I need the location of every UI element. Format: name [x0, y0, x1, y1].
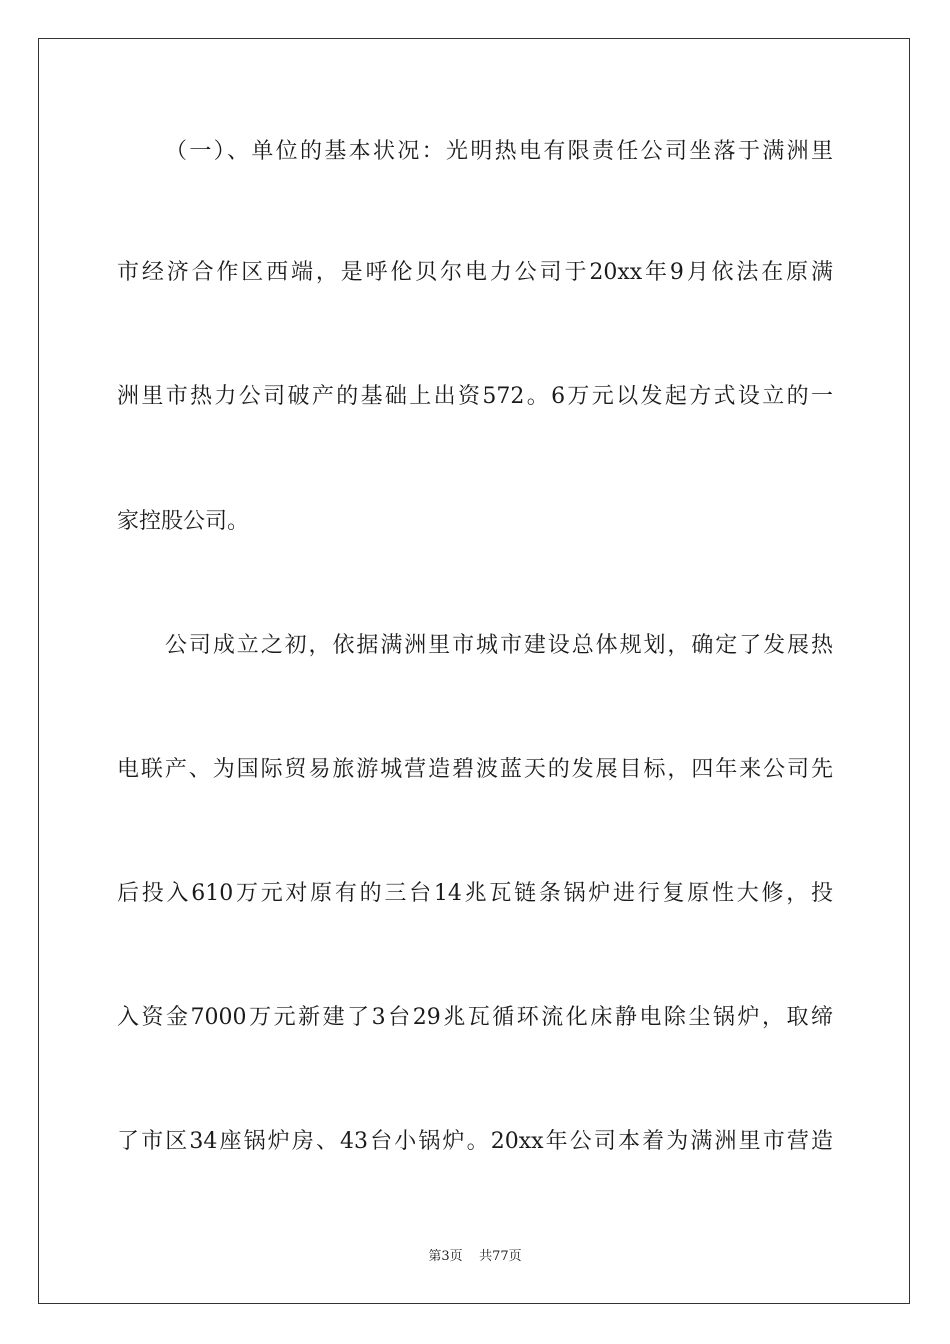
paragraph-2-line-5: 了市区34座锅炉房、43台小锅炉。20xx年公司本着为满洲里市营造	[117, 1129, 833, 1154]
paragraph-1-line-4: 家控股公司。	[117, 509, 250, 534]
page-footer	[0, 1248, 950, 1266]
page-number: 第3页	[428, 1249, 463, 1264]
paragraph-2-line-3: 后投入610万元对原有的三台14兆瓦链条锅炉进行复原性大修，投	[117, 881, 833, 906]
paragraph-1-line-1: （一）、单位的基本状况：光明热电有限责任公司坐落于满洲里	[165, 139, 833, 164]
paragraph-2-line-4: 入资金7000万元新建了3台29兆瓦循环流化床静电除尘锅炉，取缔	[117, 1005, 833, 1030]
page-total: 共77页	[479, 1249, 522, 1264]
paragraph-2-line-2: 电联产、为国际贸易旅游城营造碧波蓝天的发展目标，四年来公司先	[117, 757, 833, 782]
paragraph-1-line-3: 洲里市热力公司破产的基础上出资572。6万元以发起方式设立的一	[117, 384, 833, 409]
page-border	[38, 38, 910, 1304]
paragraph-2-line-1: 公司成立之初，依据满洲里市城市建设总体规划，确定了发展热	[165, 633, 833, 658]
paragraph-1-line-2: 市经济合作区西端，是呼伦贝尔电力公司于20xx年9月依法在原满	[117, 260, 833, 285]
